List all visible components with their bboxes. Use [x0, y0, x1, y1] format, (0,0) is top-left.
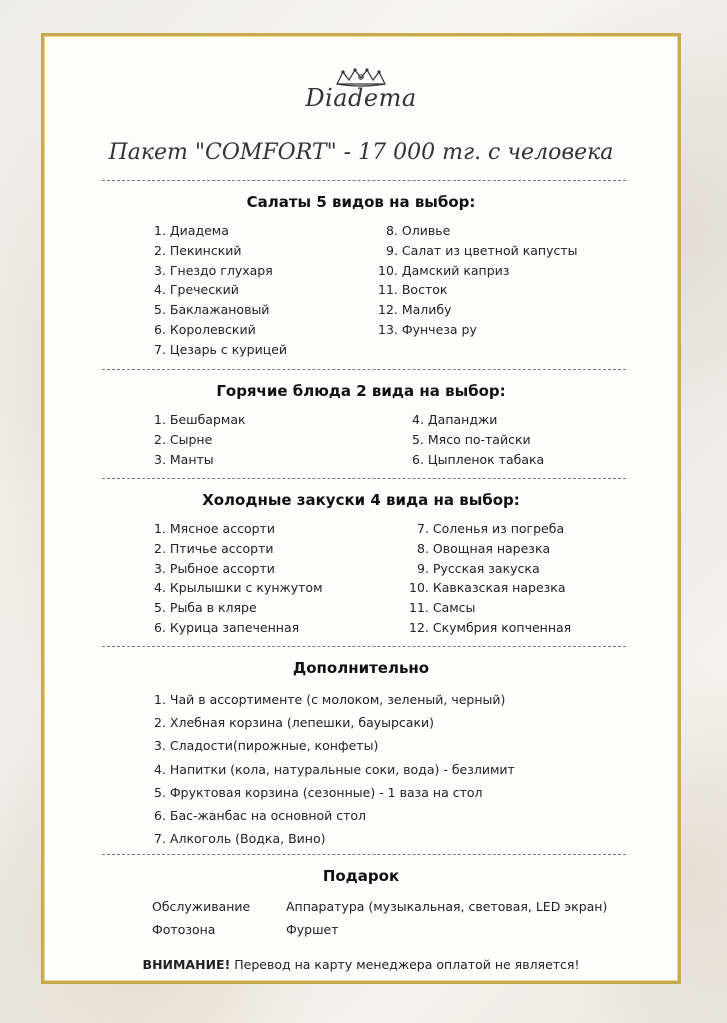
- list-item: 1. Диадема: [154, 223, 229, 238]
- list-item: 6. Королевский: [154, 321, 256, 337]
- list-item: 10. Дамский каприз: [378, 262, 510, 278]
- divider: [102, 180, 626, 181]
- divider: [102, 369, 626, 370]
- salads-title: Салаты 5 видов на выбор:: [246, 193, 476, 211]
- list-item: 12. Скумбрия копченная: [409, 619, 572, 635]
- extra-list: [154, 688, 515, 850]
- list-item: 6. Цыпленок табака: [412, 451, 545, 467]
- notice-label: ВНИМАНИЕ!: [142, 957, 231, 972]
- divider: [102, 854, 626, 855]
- list-item: 7. Соленья из погреба: [417, 521, 565, 536]
- list-item: 10. Кавказская нарезка: [409, 580, 566, 596]
- hot-list-left: [154, 410, 246, 469]
- list-item: 6. Бас-жанбас на основной стол: [154, 808, 367, 824]
- list-item: 7. Цезарь с курицей: [154, 341, 288, 357]
- notice: [44, 957, 678, 972]
- list-item: 2. Птичье ассорти: [154, 540, 274, 556]
- package-title: Пакет "COMFORT" - 17 000 тг. с человека: [108, 140, 614, 165]
- gift-item: Аппаратура (музыкальная, световая, LED экран): [286, 899, 608, 914]
- divider: [102, 646, 626, 647]
- list-item: 2. Сырне: [154, 431, 213, 447]
- list-item: 5. Мясо по-тайски: [412, 431, 531, 447]
- list-item: 6. Курица запеченная: [154, 619, 300, 635]
- list-item: 3. Манты: [154, 451, 214, 467]
- list-item: 8. Овощная нарезка: [417, 540, 551, 556]
- list-item: 3. Сладости(пирожные, конфеты): [154, 738, 379, 754]
- list-item: 1. Чай в ассортименте (с молоком, зеленый, черный): [154, 692, 506, 707]
- menu-card: [41, 33, 681, 984]
- salads-list-right: [378, 221, 578, 340]
- gift-item: Обслуживание: [152, 899, 251, 914]
- list-item: 5. Баклажановый: [154, 302, 270, 318]
- brand-logo: [44, 66, 678, 112]
- list-item: 3. Рыбное ассорти: [154, 560, 275, 576]
- list-item: 4. Греческий: [154, 282, 239, 298]
- list-item: 2. Пекинский: [154, 242, 242, 258]
- list-item: 4. Напитки (кола, натуральные соки, вода) - безлимит: [154, 761, 515, 777]
- gifts-title: Подарок: [322, 867, 400, 885]
- list-item: 12. Малибу: [378, 302, 452, 318]
- hot-list-right: [412, 410, 544, 469]
- list-item: 11. Самсы: [409, 600, 476, 616]
- list-item: 5. Фруктовая корзина (сезонные) - 1 ваза на стол: [154, 784, 483, 800]
- notice-text: Перевод на карту менеджера оплатой не является!: [230, 957, 580, 972]
- list-item: 11. Восток: [378, 282, 448, 298]
- hot-title: Горячие блюда 2 вида на выбор:: [216, 382, 506, 400]
- cold-list-right: [409, 519, 571, 638]
- list-item: 9. Русская закуска: [417, 560, 540, 576]
- extra-title: Дополнительно: [292, 659, 430, 677]
- list-item: 8. Оливье: [386, 223, 451, 238]
- list-item: 5. Рыба в кляре: [154, 600, 257, 616]
- cold-title: Холодные закуски 4 вида на выбор:: [202, 491, 520, 509]
- list-item: 9. Салат из цветной капусты: [386, 242, 578, 258]
- list-item: 1. Мясное ассорти: [154, 521, 275, 536]
- cold-list-left: [154, 519, 323, 638]
- salads-list-left: [154, 221, 287, 360]
- gift-item: Фуршет: [286, 922, 339, 937]
- list-item: 4. Крылышки с кунжутом: [154, 580, 323, 596]
- list-item: 13. Фунчеза ру: [378, 321, 477, 337]
- gift-item: Фотозона: [152, 922, 216, 937]
- list-item: 3. Гнездо глухаря: [154, 262, 273, 278]
- list-item: 7. Алкоголь (Водка, Вино): [154, 831, 326, 847]
- divider: [102, 478, 626, 479]
- list-item: 2. Хлебная корзина (лепешки, бауырсаки): [154, 715, 435, 731]
- brand-name: Diadema: [305, 84, 417, 112]
- list-item: 1. Бешбармак: [154, 412, 246, 427]
- list-item: 4. Дапанджи: [412, 412, 498, 427]
